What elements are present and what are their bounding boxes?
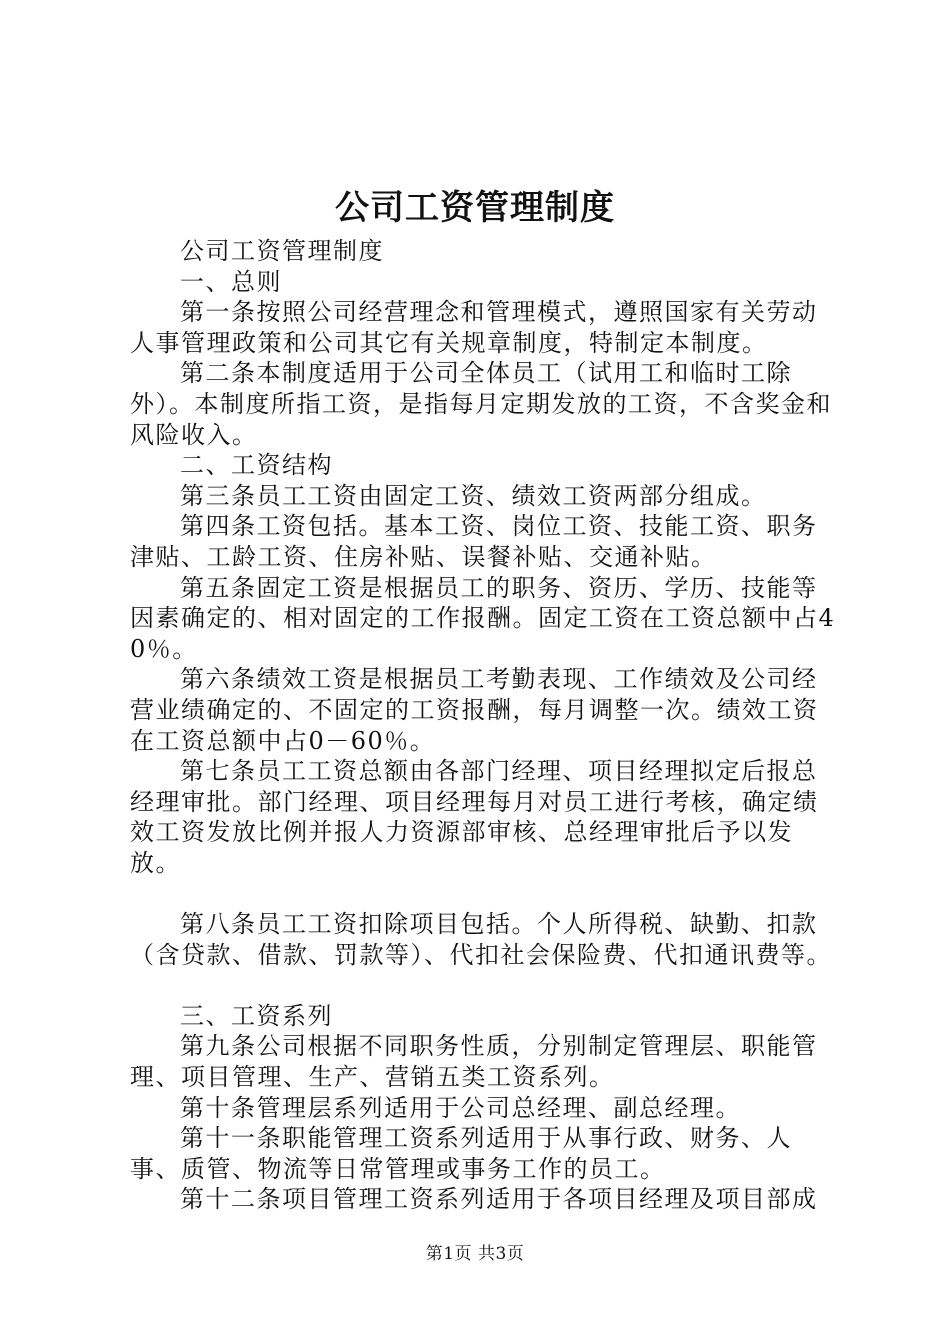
- article-11: 第十一条职能管理工资系列适用于从事行政、财务、人事、质管、物流等日常管理或事务工作的员工。: [130, 1124, 792, 1183]
- document-body: [130, 236, 840, 1215]
- article-9: 第九条公司根据不同职务性质，分别制定管理层、职能管理、项目管理、生产、营销五类工资系列。: [130, 1032, 818, 1092]
- article-6: 第六条绩效工资是根据员工考勤表现、工作绩效及公司经营业绩确定的、不固定的工资报酬，每月调整一次。绩效工资在工资总额中占0－60％。: [130, 665, 819, 755]
- section-heading-general: 一、总则: [180, 267, 282, 296]
- article-12: 第十二条项目管理工资系列适用于各项目经理及项目部成: [180, 1185, 818, 1214]
- article-2: 第二条本制度适用于公司全体员工（试用工和临时工除外）。本制度所指工资，是指每月定期发放的工资，不含奖金和风险收入。: [130, 359, 832, 449]
- article-3: 第三条员工工资由固定工资、绩效工资两部分组成。: [180, 481, 767, 510]
- document-title: 公司工资管理制度: [335, 188, 615, 228]
- article-10: 第十条管理层系列适用于公司总经理、副总经理。: [180, 1093, 741, 1122]
- blank-line: [130, 970, 840, 1001]
- article-1: 第一条按照公司经营理念和管理模式，遵照国家有关劳动人事管理政策和公司其它有关规章制度，特制定本制度。: [130, 298, 818, 357]
- page-number-footer: 第1页 共3页: [425, 1244, 525, 1264]
- article-7: 第七条员工工资总额由各部门经理、项目经理拟定后报总经理审批。部门经理、项目经理每月对员工进行考核，确定绩效工资发放比例并报人力资源部审核、总经理审批后予以发放。: [130, 757, 819, 877]
- section-heading-series: 三、工资系列: [180, 1001, 333, 1030]
- blank-line: [130, 878, 840, 909]
- article-8: 第八条员工工资扣除项目包括。个人所得税、缺勤、扣款（含贷款、借款、罚款等）、代扣社会保险费、代扣通讯费等。: [130, 910, 832, 969]
- section-heading-structure: 二、工资结构: [180, 451, 333, 480]
- article-4: 第四条工资包括。基本工资、岗位工资、技能工资、职务津贴、工龄工资、住房补贴、误餐补贴、交通补贴。: [130, 512, 818, 571]
- paragraph-subtitle: 公司工资管理制度: [180, 237, 384, 265]
- article-5: 第五条固定工资是根据员工的职务、资历、学历、技能等因素确定的、相对固定的工作报酬。固定工资在工资总额中占40％。: [130, 573, 836, 663]
